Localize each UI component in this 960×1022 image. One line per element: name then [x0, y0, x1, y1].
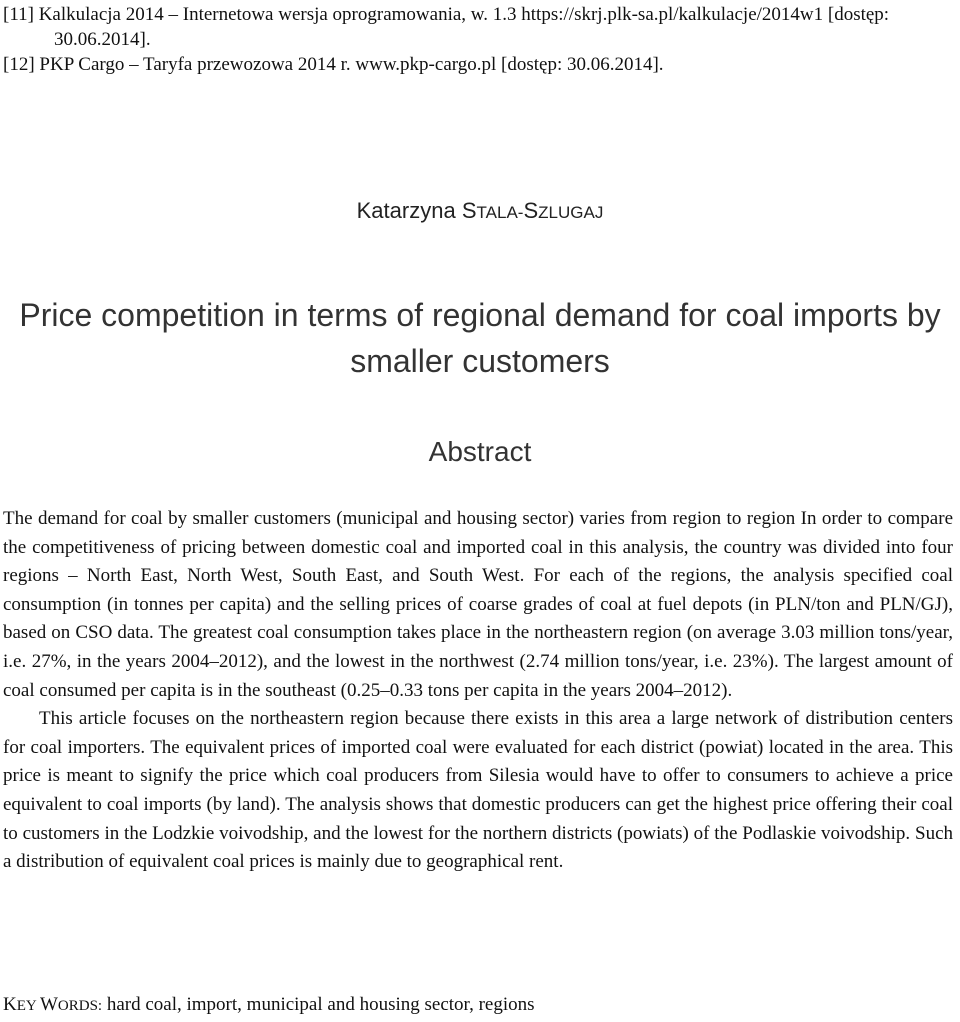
keywords-text: hard coal, import, municipal and housing sector, regions	[106, 994, 535, 1015]
abstract-heading: Abstract	[428, 436, 532, 467]
author-given-name: Katarzyna	[356, 198, 456, 223]
abstract-paragraph: The demand for coal by smaller customers (municipal and housing sector) varies from region to region In order to compare the competitiveness of pricing between domestic coal and imported coal in this analysis, the country was divided into four regions – North East, North West, South East, and South West. For each of the regions, the analysis specified coal consumption (in tonnes per capita) and the selling prices of coarse grades of coal at fuel depots (in PLN/ton and PLN/GJ), based on CSO data. The greatest coal consumption takes place in the northeastern region (on average 3.03 million tons/year, i.e. 27%, in the years 2004–2012), and the lowest in the northwest (2.74 million tons/year, i.e. 23%). The largest amount of coal consumed per capita is in the southeast (0.25–0.33 tons per capita in the years 2004–2012).	[3, 508, 953, 701]
keywords-label: KEY WORDS:	[3, 994, 103, 1015]
author-surname: STALA-SZLUGAJ	[461, 198, 604, 223]
keywords-line	[3, 992, 953, 1019]
reference-list	[3, 2, 953, 77]
abstract-body	[3, 505, 953, 877]
paper-title: Price competition in terms of regional demand for coal imports by smaller customers	[19, 297, 941, 379]
reference-item: [11] Kalkulacja 2014 – Internetowa wersja oprogramowania, w. 1.3 https://skrj.plk-sa.pl/kalkulacje/2014w1 [dostęp: 30.06.2014].	[3, 4, 890, 50]
abstract-paragraph: This article focuses on the northeastern region because there exists in this area a large network of distribution centers for coal importers. The equivalent prices of imported coal were evaluated for each district (powiat) located in the area. This price is meant to signify the price which coal producers from Silesia would have to offer to consumers to achieve a price equivalent to coal imports (by land). The analysis shows that domestic producers can get the highest price offering their coal to customers in the Lodzkie voivodship, and the lowest for the northern districts (powiats) of the Podlaskie voivodship. Such a distribution of equivalent coal prices is mainly due to geographical rent.	[3, 708, 953, 873]
author-name	[0, 198, 960, 224]
reference-item: [12] PKP Cargo – Taryfa przewozowa 2014 r. www.pkp-cargo.pl [dostęp: 30.06.2014].	[3, 54, 664, 75]
